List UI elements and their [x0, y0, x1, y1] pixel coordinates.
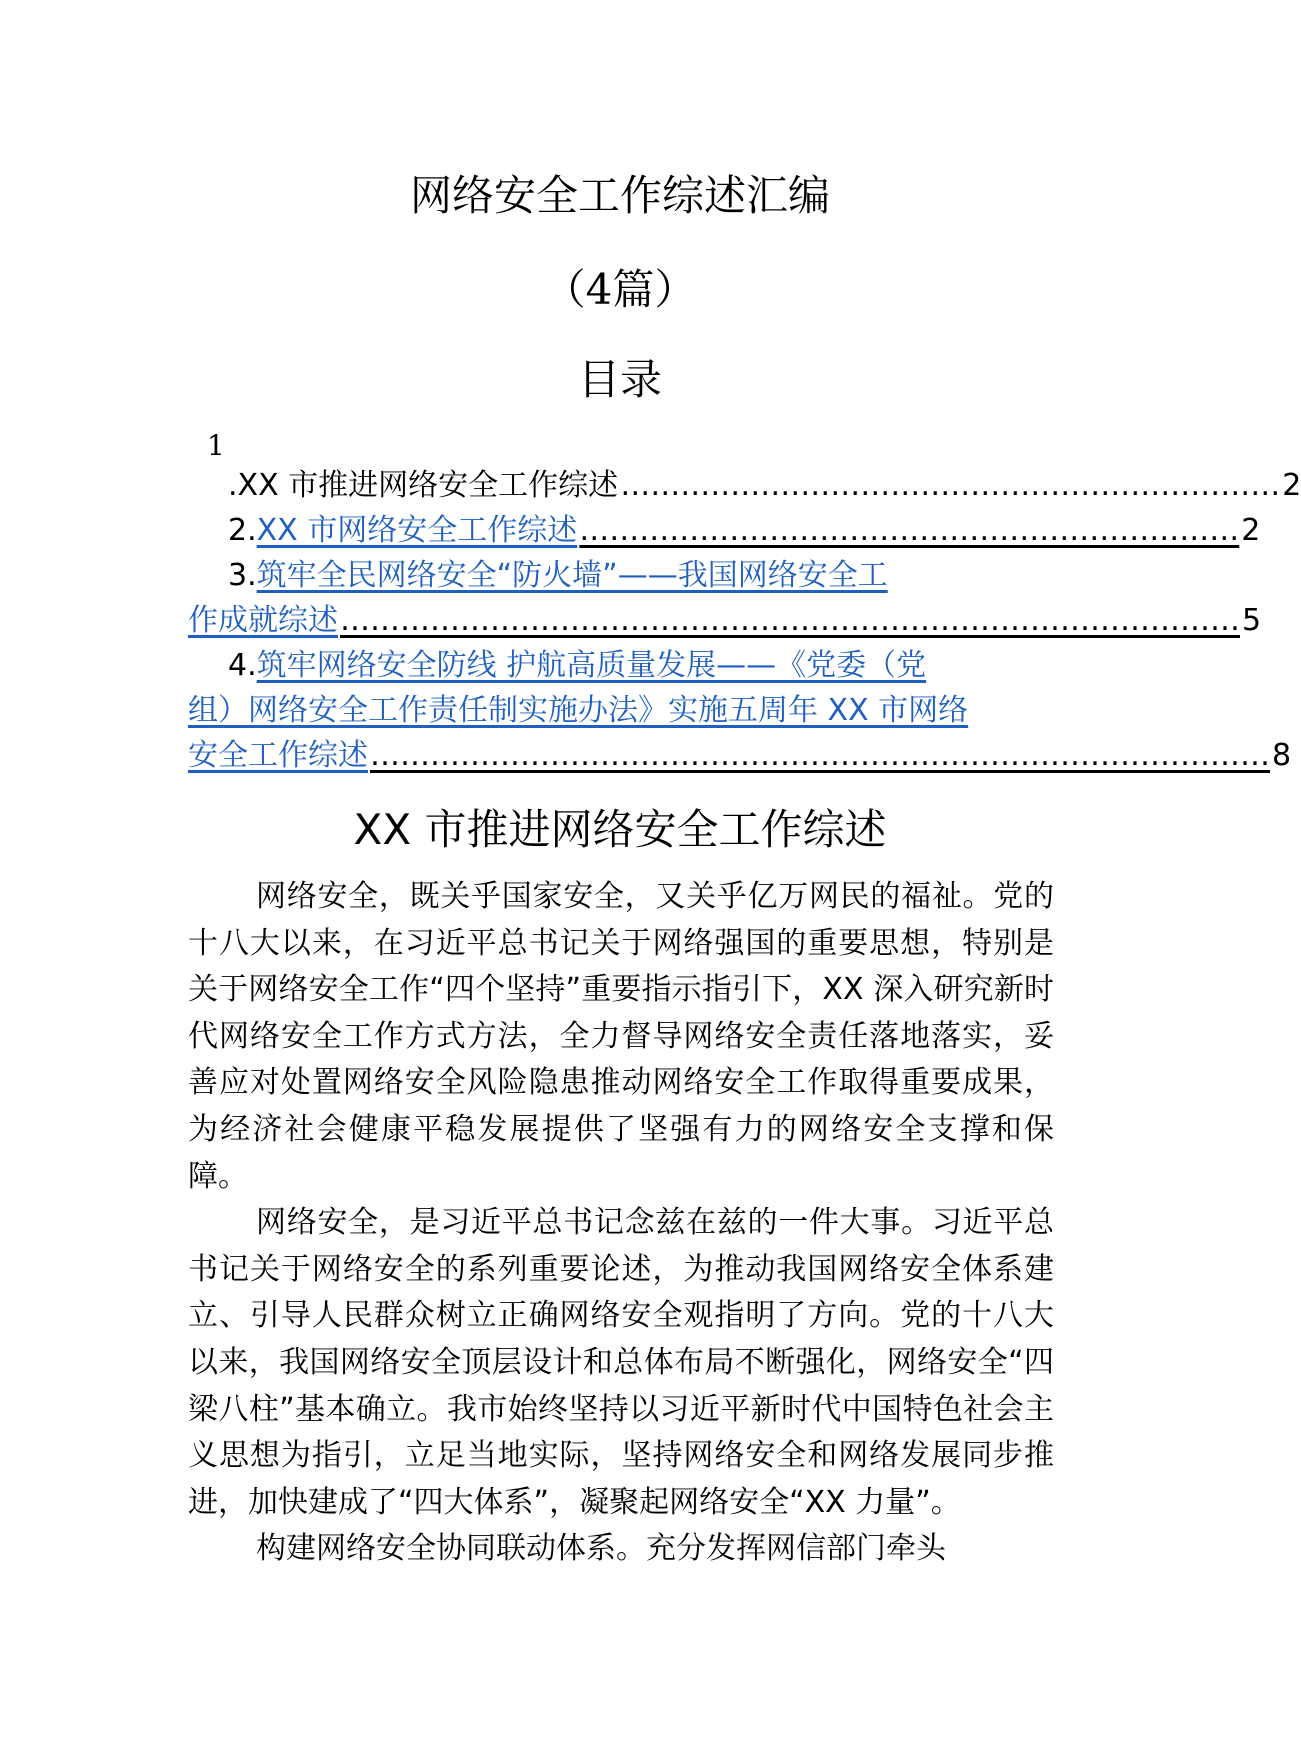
toc-entry-link-cont[interactable]: 组）网络安全工作责任制实施办法》实施五周年 XX 市网络 [188, 693, 969, 728]
toc-entry-prefix: 3. [228, 558, 257, 593]
toc-entry-prefix: 4. [228, 648, 257, 683]
subtitle-text: 篇） [612, 265, 697, 314]
toc-entry-link[interactable]: 筑牢网络安全防线 护航高质量发展——《党委（党 [256, 648, 927, 683]
paragraph: 网络安全，既关乎国家安全，又关乎亿万网民的福祉。党的十八大以来，在习近平总书记关于网络强国的重要思想，特别是关于网络安全工作“四个坚持”重要指示指引下，XX 深入研究新时代网络安全工作方式方法，全力督导网络安全责任落地落实，妥善应对处置网络安全风险隐患推动网络安全工作取得重要成果，为经济社会健康平稳发展提供了坚强有力的网络安全支撑和保障。 [188, 879, 1054, 1194]
toc-page-number: 5 [1242, 603, 1262, 638]
document-subtitle [0, 262, 1240, 318]
toc-page-number: 2 [1241, 513, 1261, 548]
toc-first-number: 1 [207, 429, 225, 462]
toc-leader-dots: ………………………………………………………… [620, 468, 1281, 503]
toc-entry-4[interactable] [188, 643, 1292, 778]
toc-entry-link[interactable]: XX 市网络安全工作综述 [256, 513, 578, 548]
toc-title: 目录 [577, 355, 662, 404]
toc [188, 463, 1301, 778]
toc-entry-prefix: 2. [228, 513, 257, 548]
toc-entry-link-cont[interactable]: 安全工作综述 [188, 738, 368, 773]
toc-entry-prefix: . [228, 468, 238, 503]
toc-page-number: 8 [1272, 738, 1292, 773]
subtitle-count: 4 [585, 265, 613, 314]
toc-entry-link-cont[interactable]: 作成就综述 [188, 603, 338, 638]
paragraph: 构建网络安全协同联动体系。充分发挥网信部门牵头 [256, 1531, 946, 1567]
section-heading: XX 市推进网络安全工作综述 [353, 805, 887, 854]
toc-leader-dots: ……………………………………………………………………………… [340, 603, 1240, 638]
document-title: 网络安全工作综述汇编 [409, 171, 830, 220]
toc-entry-label: XX 市推进网络安全工作综述 [237, 468, 619, 503]
body-text [188, 874, 1054, 1573]
subtitle-open: （ [543, 265, 586, 314]
toc-leader-dots: ……………………………………………………………………………… [370, 738, 1270, 773]
toc-entry-link[interactable]: 筑牢全民网络安全“防火墙”——我国网络安全工 [256, 558, 888, 593]
toc-page-number: 2 [1282, 468, 1301, 503]
toc-entry-2[interactable] [188, 508, 1261, 553]
paragraph: 网络安全，是习近平总书记念兹在兹的一件大事。习近平总书记关于网络安全的系列重要论述，为推动我国网络安全体系建立、引导人民群众树立正确网络安全观指明了方向。党的十八大以来，我国网络安全顶层设计和总体布局不断强化，网络安全“四梁八柱”基本确立。我市始终坚持以习近平新时代中国特色社会主义思想为指引，立足当地实际，坚持网络安全和网络发展同步推进，加快建成了“四大体系”，凝聚起网络安全“XX 力量”。 [188, 1205, 1054, 1520]
toc-entry-3[interactable] [188, 553, 1262, 643]
toc-entry-1[interactable] [188, 463, 1301, 508]
toc-leader-dots: ………………………………………………………… [579, 513, 1240, 548]
